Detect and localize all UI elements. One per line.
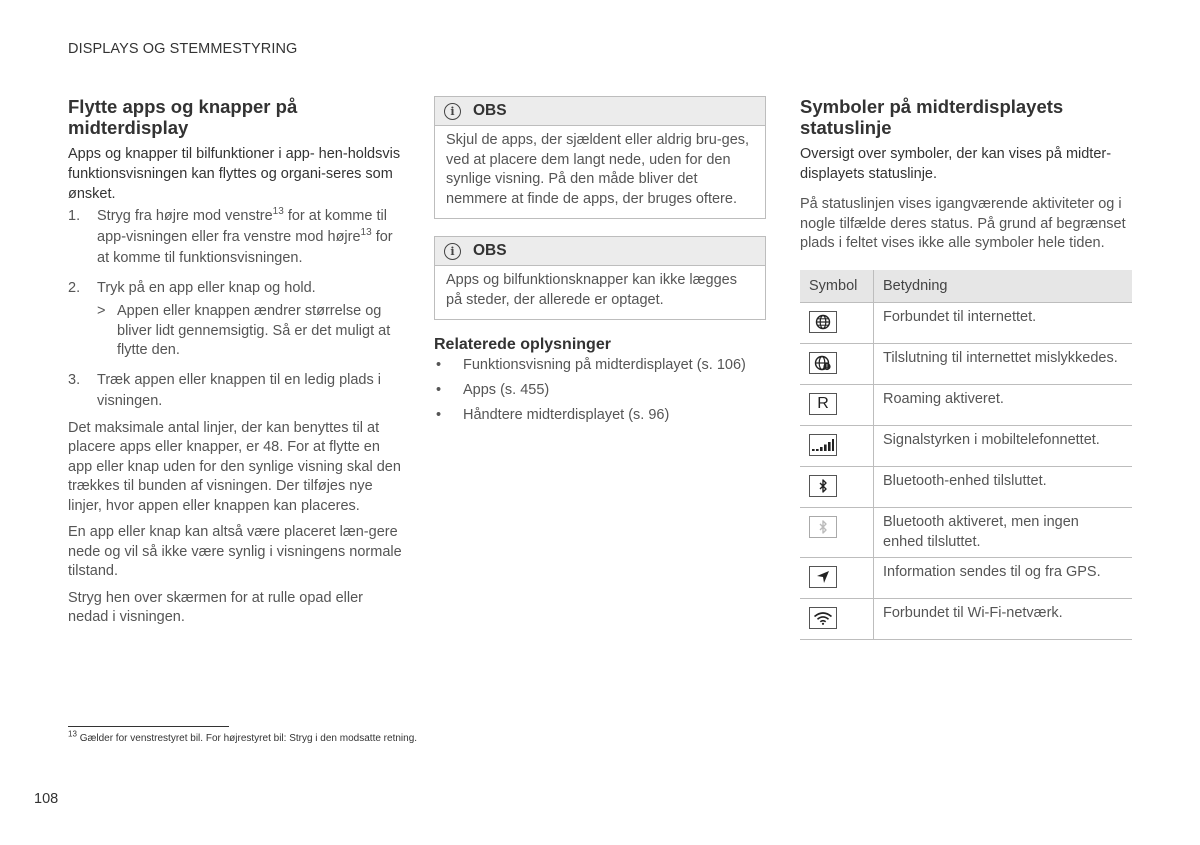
symbol-cell: [800, 302, 874, 343]
related-link[interactable]: [434, 406, 766, 425]
running-header: DISPLAYS OG STEMMESTYRING: [68, 41, 298, 57]
step-text: Træk appen eller knappen til en ledig plads i visningen.: [97, 371, 381, 409]
svg-text:!: !: [825, 363, 829, 371]
section-title: Flytte apps og knapper på midterdisplay: [68, 96, 298, 138]
note-title: OBS: [473, 242, 507, 259]
footnote-divider: [68, 726, 229, 727]
meaning-cell: Information sendes til og fra GPS.: [874, 557, 1133, 598]
result-arrow: >: [97, 303, 106, 319]
globe-icon: [809, 311, 837, 333]
table-row: [800, 557, 1132, 598]
column-header: Symbol: [800, 270, 874, 303]
table-row: [800, 302, 1132, 343]
footnote-ref: 13: [272, 206, 284, 218]
footnote: [68, 729, 418, 744]
bullet: •: [436, 357, 442, 373]
roaming-icon: [809, 393, 837, 415]
footnote-text: Gælder for venstrestyret bil. For højrestyret bil: Stryg i den modsatte retning.: [79, 733, 418, 744]
section-lead: Oversigt over symboler, der kan vises på midter-displayets statuslinje.: [800, 146, 1112, 182]
meaning-cell: Forbundet til internettet.: [874, 302, 1133, 343]
step-text: Stryg fra højre mod venstre: [97, 208, 273, 224]
table-row: [800, 384, 1132, 425]
left-column: [68, 96, 403, 628]
bluetooth-inactive-icon: [809, 516, 837, 538]
section-title: Symboler på midterdisplayets statuslinje: [800, 96, 1064, 138]
signal-strength-icon: [809, 434, 837, 456]
paragraph: En app eller knap kan altså være placeret læn-gere nede og vil så ikke være synlig i visningens normale tilstand.: [68, 524, 402, 579]
meaning-cell: Tilslutning til internettet mislykkedes.: [874, 343, 1133, 384]
table-row: [800, 425, 1132, 466]
related-link-text: Apps (s. 455): [463, 382, 550, 398]
symbol-cell: [800, 384, 874, 425]
related-link[interactable]: [434, 356, 766, 375]
bluetooth-icon: [809, 475, 837, 497]
steps-list: [68, 206, 403, 412]
symbol-cell: [800, 507, 874, 557]
related-link-text: Funktionsvisning på midterdisplayet (s. 106): [463, 357, 746, 373]
step-number: 1.: [68, 208, 81, 224]
related-link-text: Håndtere midterdisplayet (s. 96): [463, 407, 670, 423]
note-header: [435, 237, 765, 266]
step-text: for at komme til funktionsvisningen.: [97, 229, 393, 266]
related-list: [434, 356, 766, 425]
note-text: Apps og bilfunktionsknapper kan ikke lægges på steder, der allerede er optaget.: [446, 272, 737, 308]
bullet: •: [436, 382, 442, 398]
note-box: [434, 96, 766, 219]
symbol-cell: [800, 343, 874, 384]
page-number: 108: [34, 791, 59, 807]
note-text: Skjul de apps, der sjældent eller aldrig bru-ges, ved at placere dem langt nede, uden for den synlige visning. På den måde bliver det nemmere at finde de apps, der bruges oftere.: [446, 132, 750, 207]
meaning-cell: Forbundet til Wi-Fi-netværk.: [874, 598, 1133, 639]
table-header-row: [800, 270, 1132, 303]
step-item: [68, 206, 403, 269]
paragraph: Stryg hen over skærmen for at rulle opad eller nedad i visningen.: [68, 589, 363, 625]
step-number: 3.: [68, 371, 81, 388]
meaning-cell: Bluetooth-enhed tilsluttet.: [874, 466, 1133, 507]
right-column: [800, 96, 1132, 640]
globe-error-icon: [809, 352, 837, 374]
step-result: [97, 302, 403, 361]
wifi-icon: [809, 607, 837, 629]
note-header: [435, 97, 765, 126]
step-item: [68, 370, 403, 412]
related-link[interactable]: [434, 381, 766, 400]
symbol-cell: [800, 557, 874, 598]
note-box: [434, 236, 766, 320]
info-icon: i: [444, 103, 461, 120]
symbol-cell: [800, 466, 874, 507]
footnote-number: 13: [68, 729, 77, 739]
paragraph: Det maksimale antal linjer, der kan benyttes til at placere apps eller knapper, er 48. For at flytte en app eller knap uden for den synlige visning skal den trækkes til bunden af visningen. Der tilføjes nye linjer, hvor appen eller knappen kan placeres.: [68, 419, 401, 514]
paragraph: På statuslinjen vises igangværende aktiviteter og i nogle tilfælde deres status. På grund af begrænset plads i feltet vises ikke alle symboler hele tiden.: [800, 196, 1126, 251]
step-number: 2.: [68, 280, 81, 296]
step-text: Tryk på en app eller knap og hold.: [97, 280, 316, 296]
symbol-cell: [800, 598, 874, 639]
column-header: Betydning: [874, 270, 1133, 303]
step-item: [68, 278, 403, 361]
meaning-cell: Bluetooth aktiveret, men ingen enhed tilsluttet.: [874, 507, 1133, 557]
meaning-cell: Signalstyrken i mobiltelefonnettet.: [874, 425, 1133, 466]
roaming-glyph: R: [817, 394, 829, 412]
table-row: [800, 507, 1132, 557]
info-icon: i: [444, 243, 461, 260]
symbol-cell: [800, 425, 874, 466]
section-lead: Apps og knapper til bilfunktioner i app- hen-holdsvis funktionsvisningen kan flyttes og organi-seres som ønsket.: [68, 146, 401, 202]
table-row: [800, 598, 1132, 639]
step-text: for at komme til app-visningen eller fra venstre mod højre: [97, 208, 387, 245]
middle-column: [434, 96, 766, 431]
note-title: OBS: [473, 102, 507, 119]
table-row: [800, 343, 1132, 384]
related-title: Relaterede oplysninger: [434, 336, 611, 353]
table-row: [800, 466, 1132, 507]
footnote-ref: 13: [360, 227, 372, 239]
step-result-text: Appen eller knappen ændrer størrelse og bliver lidt gennemsigtig. Så er det muligt at flytte den.: [117, 303, 391, 358]
meaning-cell: Roaming aktiveret.: [874, 384, 1133, 425]
symbol-table: [800, 270, 1132, 640]
gps-icon: [809, 566, 837, 588]
bullet: •: [436, 407, 442, 423]
